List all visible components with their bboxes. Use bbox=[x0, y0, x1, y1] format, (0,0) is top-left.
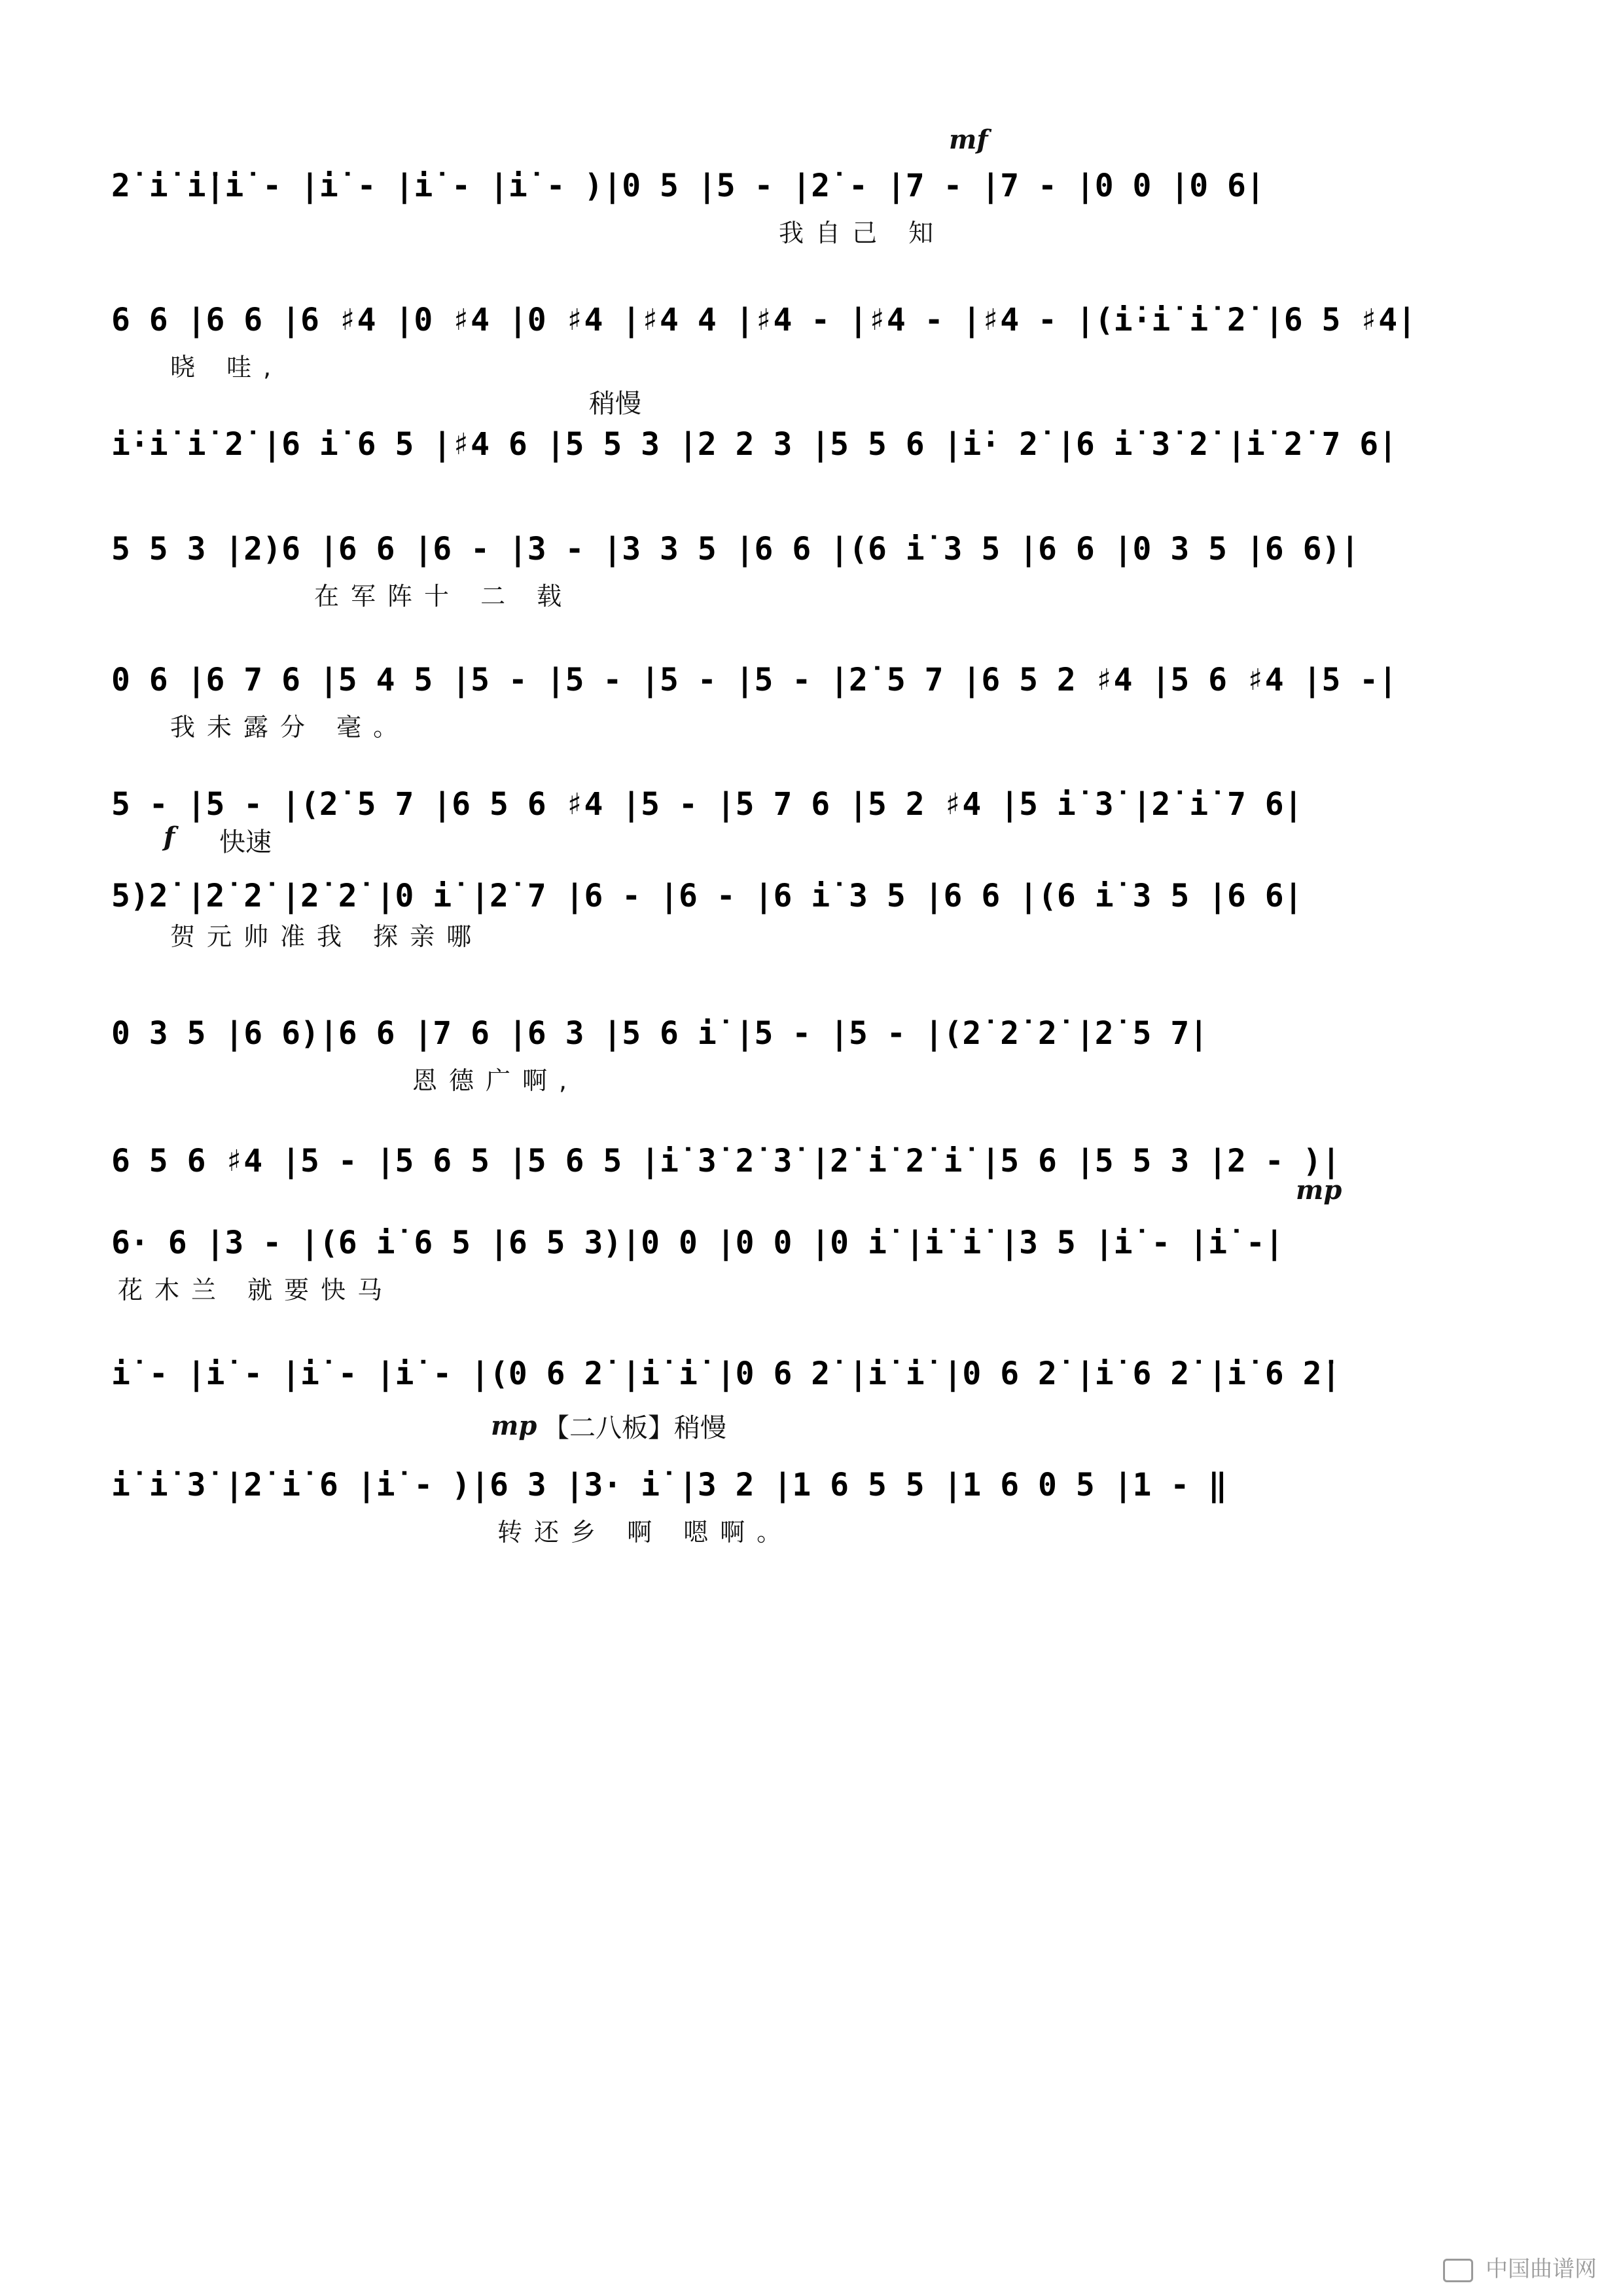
notation-text: 2̇ i̇ i̇|i̇ - |i̇ - |i̇ - |i̇ - )|0 5 |5 - |2̇ - |7 - |7 - |0 0 |0 6| bbox=[111, 168, 1265, 204]
tempo-mark: 稍慢 bbox=[589, 389, 641, 419]
site-logo-icon bbox=[1443, 2259, 1473, 2282]
notation-text: 6· 6 |3 - |(6 i̇ 6 5 |6 5 3)|0 0 |0 0 |0 i̇ |i̇ i̇ |3 5 |i̇ - |i̇ -| bbox=[111, 1225, 1284, 1261]
score-line-5 bbox=[111, 609, 1551, 740]
score-line-10 bbox=[111, 1172, 1551, 1302]
notation bbox=[111, 412, 1551, 484]
notation-text: i̇ - |i̇ - |i̇ - |i̇ - |(0 6 2̇ |i̇ i̇ |0 6 2̇ |i̇ i̇ |0 6 2̇ |i̇ 6 2̇ |i̇ 6 2̇| bbox=[111, 1355, 1341, 1392]
tempo-mark: 快速 bbox=[219, 827, 272, 857]
section-mark: 【二八板】 bbox=[543, 1413, 674, 1443]
notation-text: 0 3 5 |6 6)|6 6 |7 6 |6 3 |5 6 i̇ |5 - |5 - |(2̇ 2̇ 2̇ |2̇ 5 7| bbox=[111, 1015, 1209, 1052]
dynamic-mark: mp bbox=[491, 1410, 537, 1441]
score-line-12 bbox=[111, 1394, 1551, 1547]
dynamic-mark: mf bbox=[949, 124, 988, 155]
score-line-1 bbox=[111, 115, 1551, 245]
lyrics: 晓 哇, bbox=[170, 353, 283, 382]
dynamic-mark: f bbox=[164, 821, 175, 852]
notation-text: i̇ i̇ 3̇ |2̇ i̇ 6 |i̇ - )|6 3 |3· i̇ |3 2 |1 6 5 5 |1 6 0 5 |1 - ‖ bbox=[111, 1467, 1228, 1503]
notation-text: 0 6 |6 7 6 |5 4 5 |5 - |5 - |5 - |5 - |2̇ 5 7 |6 5 2 ♯4 |5 6 ♯4 |5 -| bbox=[111, 662, 1398, 698]
watermark-text: 中国曲谱网 bbox=[1486, 2256, 1597, 2282]
lyrics: 我未露分 毫。 bbox=[170, 713, 410, 742]
score-line-2 bbox=[111, 249, 1551, 380]
site-watermark bbox=[1443, 2251, 1597, 2283]
lyrics: 恩德广啊, bbox=[412, 1066, 579, 1095]
dynamic-mark: mp bbox=[1296, 1175, 1342, 1206]
lyrics: 贺元帅准我 探亲哪 bbox=[170, 922, 484, 951]
notation-text: 6 6 |6 6 |6 ♯4 |0 ♯4 |0 ♯4 |♯4 4 |♯4 - |♯4 - |♯4 - |(i̇·i̇ i̇ 2̇ |6 5 ♯4| bbox=[111, 302, 1416, 338]
notation-text: 6 5 6 ♯4 |5 - |5 6 5 |5 6 5 |i̇ 3̇ 2̇ 3̇ |2̇ i̇ 2̇ i̇ |5 6 |5 5 3 |2 - )| bbox=[111, 1143, 1341, 1179]
lyrics: 花木兰 就要快马 bbox=[118, 1276, 395, 1304]
notation-text: 5 - |5 - |(2̇ 5 7 |6 5 6 ♯4 |5 - |5 7 6 |5 2 ♯4 |5 i̇ 3̇ |2̇ i̇ 7 6| bbox=[111, 786, 1303, 823]
lyrics: 在军阵十 二 载 bbox=[314, 582, 574, 611]
score-line-4 bbox=[111, 478, 1551, 609]
lyrics: 转还乡 啊 嗯啊。 bbox=[497, 1518, 794, 1547]
tempo-mark: 稍慢 bbox=[674, 1413, 726, 1443]
score-line-7 bbox=[111, 812, 1551, 951]
score-line-8 bbox=[111, 962, 1551, 1093]
notation-text: i̇·i̇ i̇ 2̇ |6 i̇ 6 5 |♯4 6 |5 5 3 |2 2 3 |5 5 6 |i̇· 2̇ |6 i̇ 3̇ 2̇ |i̇ 2̇ 7 6| bbox=[111, 426, 1398, 463]
notation-text: 5)2̇ |2̇ 2̇ |2̇ 2̇ |0 i̇ |2̇ 7 |6 - |6 - |6 i̇ 3 5 |6 6 |(6 i̇ 3 5 |6 6| bbox=[111, 878, 1303, 914]
notation-text: 5 5 3 |2)6 |6 6 |6 - |3 - |3 3 5 |6 6 |(6 i̇ 3 5 |6 6 |0 3 5 |6 6)| bbox=[111, 531, 1360, 567]
lyrics: 我自己 知 bbox=[779, 219, 946, 247]
